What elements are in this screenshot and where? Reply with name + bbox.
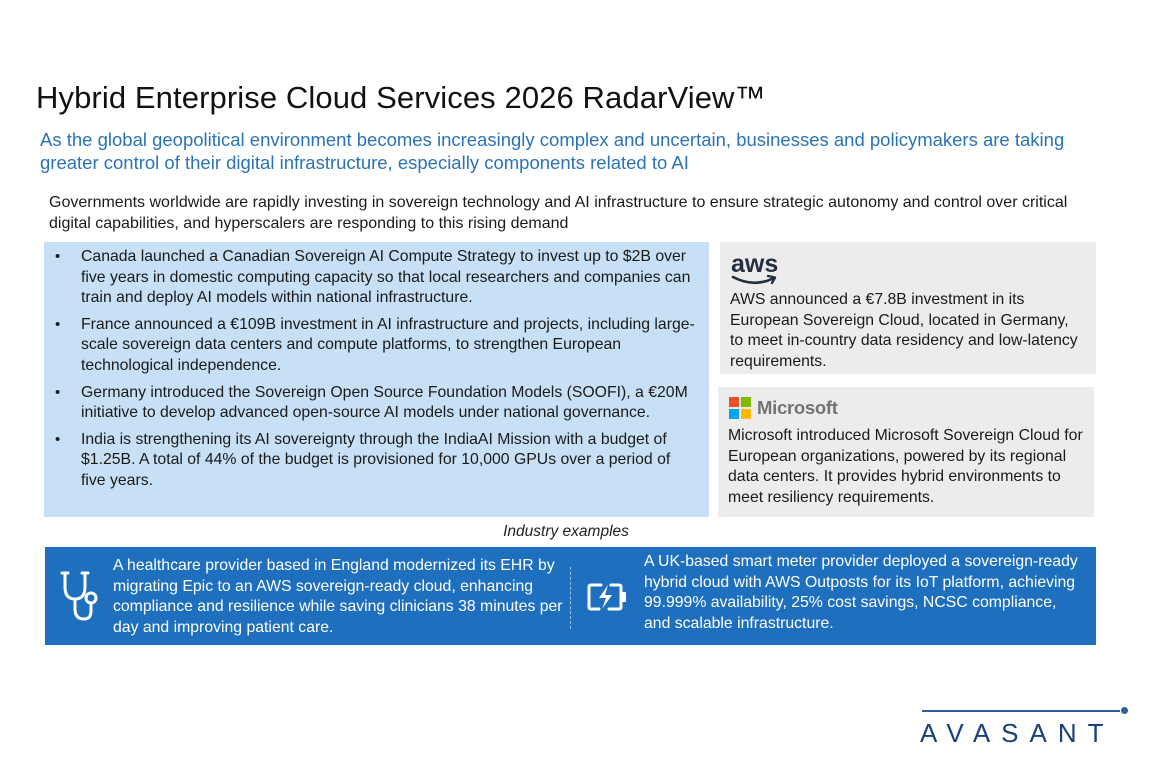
microsoft-card [718, 387, 1094, 517]
microsoft-logo-text: Microsoft [757, 397, 838, 418]
bullet-icon: • [55, 430, 61, 448]
brand-dot [1121, 707, 1128, 714]
list-item-text: India is strengthening its AI sovereignty through the IndiaAI Mission with a budget of $1.25B. A total of 44% of the budget is provisioned for 10,000 GPUs over a period of five years. [81, 430, 671, 489]
bullet-icon: • [55, 383, 61, 401]
list-item [52, 383, 695, 424]
stethoscope-icon [59, 569, 101, 628]
list-item-text: Canada launched a Canadian Sovereign AI Compute Strategy to invest up to $2B over five years in domestic computing capacity so that local researchers and companies can train and deploy AI models within national infrastructure. [81, 248, 691, 307]
list-item [52, 430, 695, 492]
list-item-text: France announced a €109B investment in AI infrastructure and projects, including large-scale sovereign data centers and compute platforms, to strengthen European technological independence. [81, 315, 695, 374]
government-initiatives-panel [44, 242, 709, 517]
initiatives-list [52, 247, 695, 492]
aws-logo-text: aws [731, 250, 779, 278]
page-subtitle: As the global geopolitical environment becomes increasingly complex and uncertain, businesses and policymakers are taking greater control of their digital infrastructure, especially components related to AI [40, 129, 1065, 173]
aws-logo [730, 250, 1086, 290]
bullet-icon: • [55, 315, 61, 333]
industry-examples-label: Industry examples [503, 523, 629, 540]
charging-battery-icon [587, 583, 627, 616]
intro-text: Governments worldwide are rapidly investing in sovereign technology and AI infrastructure to ensure strategic autonomy and control over critical digital capabilities, and hyperscalers are responding to this rising demand [49, 194, 1068, 232]
example-divider [570, 567, 571, 629]
aws-card-text: AWS announced a €7.8B investment in its European Sovereign Cloud, located in Germany, to meet in-country data residency and low-latency requirements. [730, 291, 1078, 370]
microsoft-logo [728, 392, 1084, 424]
avasant-logo: AVASANT [920, 718, 1115, 748]
list-item [52, 247, 695, 309]
example-text-healthcare: A healthcare provider based in England modernized its EHR by migrating Epic to an AWS sovereign-ready cloud, enhancing compliance and resilience while saving clinicians 38 minutes per day and improving patient care. [113, 557, 563, 636]
microsoft-card-text: Microsoft introduced Microsoft Sovereign Cloud for European organizations, powered by its regional data centers. It provides hybrid environments to meet resiliency requirements. [728, 427, 1083, 506]
brand-line [922, 710, 1120, 712]
industry-examples-bar [45, 547, 1096, 645]
example-text-smart-meter: A UK-based smart meter provider deployed a sovereign-ready hybrid cloud with AWS Outposts for its IoT platform, achieving 99.999% availability, 25% cost savings, NCSC compliance, and scalable infrastructure. [644, 553, 1078, 632]
microsoft-windows-icon [729, 397, 751, 419]
bullet-icon: • [55, 248, 61, 265]
list-item [52, 315, 695, 377]
list-item-text: Germany introduced the Sovereign Open Source Foundation Models (SOOFI), a €20M initiative to develop advanced open-source AI models under national governance. [81, 383, 688, 422]
page-title: Hybrid Enterprise Cloud Services 2026 RadarView™ [36, 80, 766, 115]
aws-card [720, 242, 1096, 374]
aws-logo-icon [730, 250, 790, 288]
